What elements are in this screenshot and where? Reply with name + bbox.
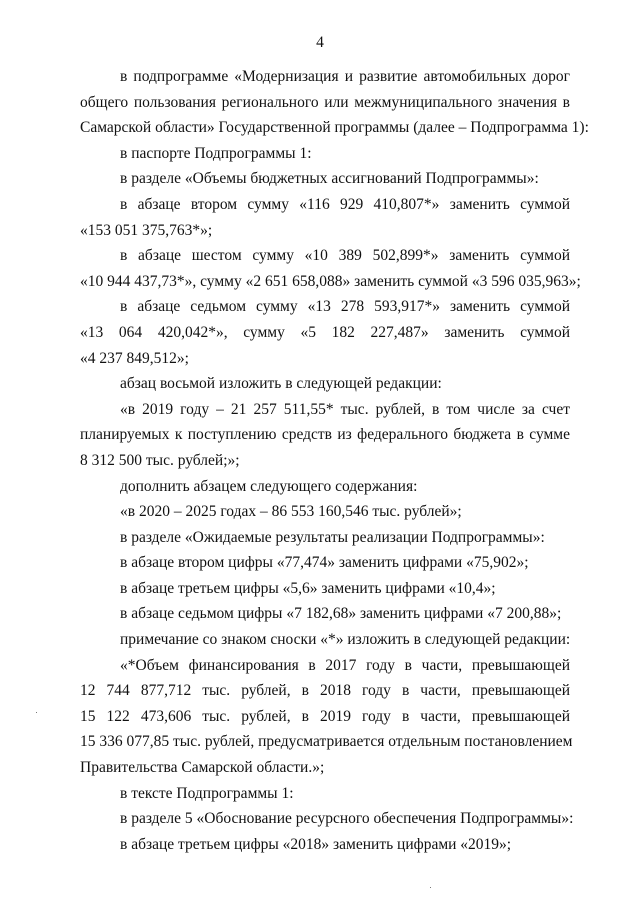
page-number: 4 (316, 34, 324, 51)
text-line: «4 237 849,512»; (80, 349, 189, 367)
text-line: в абзаце втором сумму «116 929 410,807*» заменить суммой (120, 195, 570, 213)
text-line: в разделе «Ожидаемые результаты реализации Подпрограммы»: (120, 528, 545, 546)
text-line: общего пользования регионального или межмуниципального значения в (80, 93, 570, 111)
text-line: дополнить абзацем следующего содержания: (120, 477, 418, 495)
text-line: планируемых к поступлению средств из федерального бюджета в сумме (80, 426, 570, 444)
text-line: 12 744 877,712 тыс. рублей, в 2018 году в части, превышающей (80, 682, 570, 700)
text-line: 8 312 500 тыс. рублей;»; (80, 451, 240, 469)
text-line: в абзаце седьмом сумму «13 278 593,917*» заменить суммой (120, 298, 570, 316)
text-line: в разделе «Объемы бюджетных ассигнований Подпрограммы»: (120, 170, 539, 188)
text-line: 15 122 473,606 тыс. рублей, в 2019 году в части, превышающей (80, 707, 570, 725)
text-line: в паспорте Подпрограммы 1: (120, 144, 312, 162)
text-line: в абзаце третьем цифры «2018» заменить цифрами «2019»; (120, 835, 512, 853)
text-line: примечание со знаком сноски «*» изложить в следующей редакции: (120, 631, 571, 649)
text-line: «13 064 420,042*», сумму «5 182 227,487» заменить суммой (80, 323, 570, 341)
text-line: абзац восьмой изложить в следующей редакции: (120, 375, 442, 393)
scan-mark (36, 712, 37, 713)
text-line: «*Объем финансирования в 2017 году в части, превышающей (120, 656, 570, 674)
text-line: «в 2020 – 2025 годах – 86 553 160,546 тыс. рублей»; (120, 503, 462, 521)
text-line: в тексте Подпрограммы 1: (120, 784, 294, 802)
text-line: в подпрограмме «Модернизация и развитие автомобильных дорог (120, 68, 570, 85)
text-line: «в 2019 году – 21 257 511,55* тыс. рублей, в том числе за счет (120, 400, 570, 418)
text-line: Самарской области» Государственной программы (далее – Подпрограмма 1): (80, 119, 589, 137)
text-line: в абзаце шестом сумму «10 389 502,899*» заменить суммой (120, 247, 570, 265)
text-line: «10 944 437,73*», сумму «2 651 658,088» заменить суммой «3 596 035,963»; (80, 272, 581, 290)
text-line: 15 336 077,85 тыс. рублей, предусматривается отдельным постановлением (80, 733, 573, 751)
text-line: Правительства Самарской области.»; (80, 759, 325, 777)
document-body (80, 64, 589, 857)
text-line: в разделе 5 «Обоснование ресурсного обеспечения Подпрограммы»: (120, 810, 574, 828)
text-line: в абзаце седьмом цифры «7 182,68» заменить цифрами «7 200,88»; (120, 605, 562, 623)
text-line: «153 051 375,763*»; (80, 221, 213, 239)
text-line: в абзаце втором цифры «77,474» заменить цифрами «75,902»; (120, 554, 529, 572)
text-line: в абзаце третьем цифры «5,6» заменить цифрами «10,4»; (120, 579, 496, 597)
scan-mark (430, 887, 431, 888)
